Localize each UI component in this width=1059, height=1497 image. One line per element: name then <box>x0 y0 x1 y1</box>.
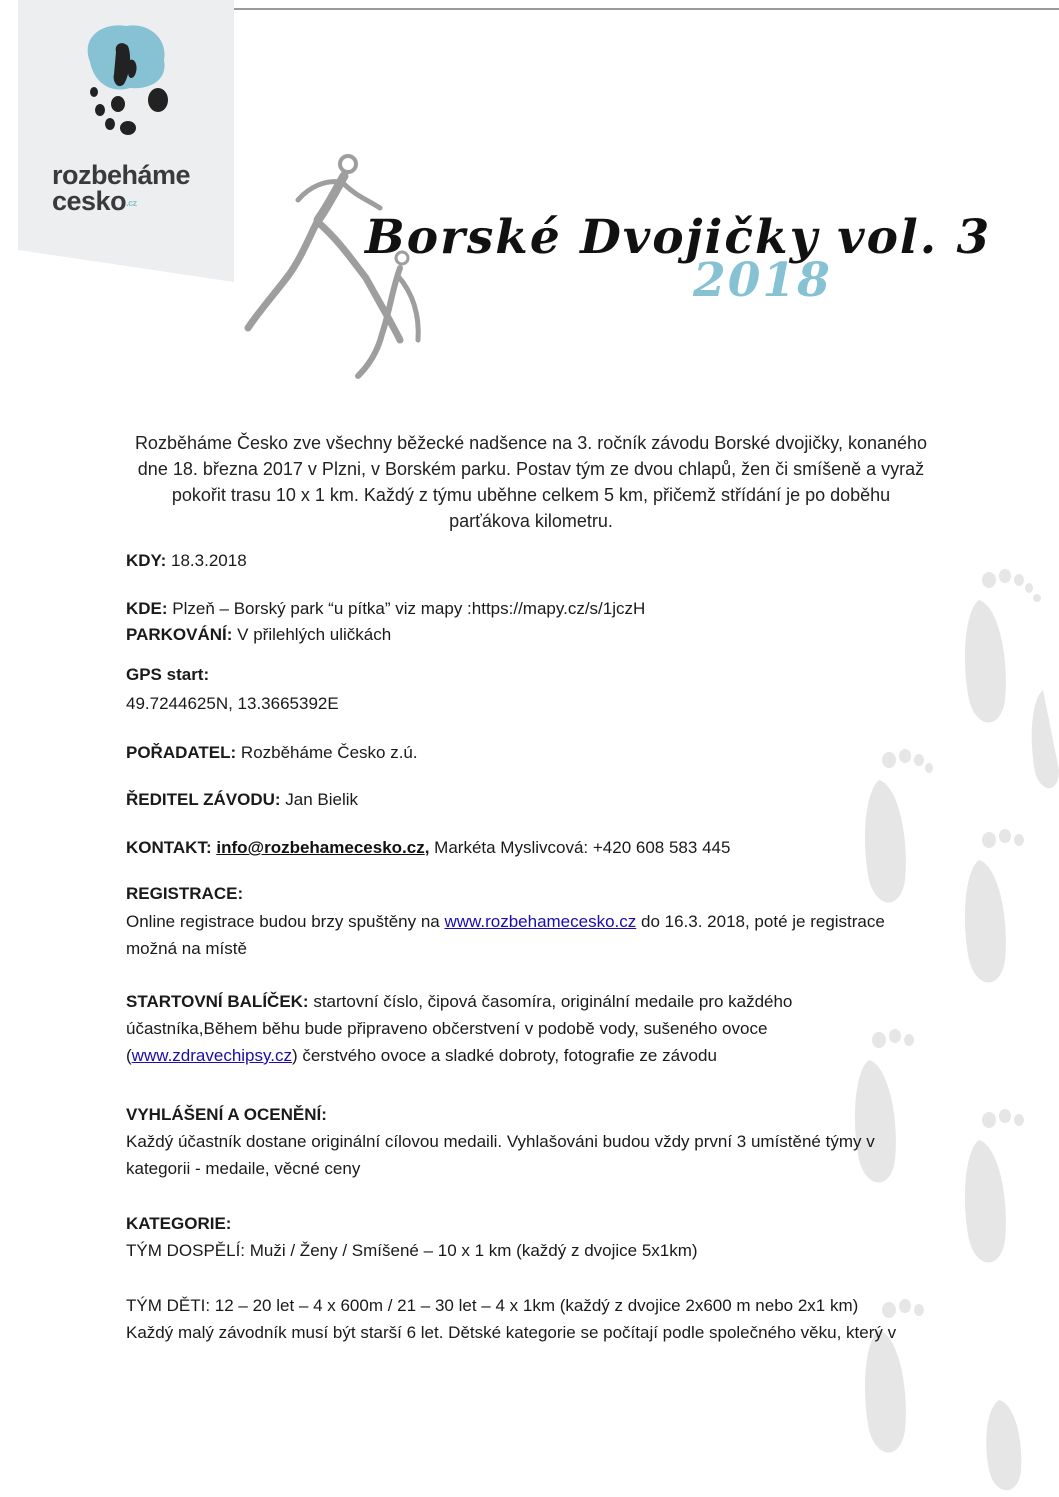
balicek-text: STARTOVNÍ BALÍČEK: startovní číslo, čipová časomíra, originální medaile pro každého účastníka,Během běhu bude připraveno občerstvení v podobě vody, sušeného ovoce (www.zdravechipsy.cz) čerstvého ovoce a sladké dobroty, fotografie ze závodu <box>126 992 793 1065</box>
registrace-link[interactable]: www.rozbehamecesko.cz <box>444 912 637 931</box>
kategorie-note: Každý malý závodník musí být starší 6 let. Dětské kategorie se počítají podle společného věku, který v <box>126 1323 897 1342</box>
gps-label: GPS start: <box>126 665 210 684</box>
kontakt-rest: Markéta Myslivcová: +420 608 583 445 <box>429 838 731 857</box>
kde-value: Plzeň – Borský park “u pítka” viz mapy :https://mapy.cz/s/1jczH <box>167 599 646 618</box>
registrace-text: Online registrace budou brzy spuštěny na www.rozbehamecesko.cz do 16.3. 2018, poté je registrace možná na místě <box>126 912 885 958</box>
kdy-line <box>126 548 247 574</box>
reditel-line <box>126 787 358 813</box>
parkovani-value: V přilehlých uličkách <box>232 625 392 644</box>
logo-line2: cesko <box>52 186 127 216</box>
runner-silhouette-icon <box>240 150 440 390</box>
footprints-watermark-icon <box>829 540 1059 1497</box>
top-rule <box>232 8 1059 10</box>
logo-graphic <box>18 0 234 282</box>
logo-line1: rozbeháme <box>52 160 191 190</box>
kde-label: KDE: <box>126 599 168 618</box>
reditel-label: ŘEDITEL ZÁVODU: <box>126 790 281 809</box>
kategorie-deti: TÝM DĚTI: 12 – 20 let – 4 x 600m / 21 – 30 let – 4 x 1km (každý z dvojice 2x600 m nebo 2x1 km) <box>126 1296 859 1315</box>
kdy-label: KDY: <box>126 551 167 570</box>
logo-wordmark <box>52 162 222 216</box>
logo <box>18 0 234 282</box>
parkovani-label: PARKOVÁNÍ: <box>126 625 233 644</box>
vyhlaseni-label-line <box>126 1102 327 1128</box>
kategorie-dospeli: TÝM DOSPĚLÍ: Muži / Ženy / Smíšené – 10 x 1 km (každý z dvojice 5x1km) <box>126 1241 698 1260</box>
kde-line <box>126 596 645 622</box>
registrace-label-line <box>126 881 243 907</box>
intro-paragraph: Rozběháme Česko zve všechny běžecké nadšence na 3. ročník závodu Borské dvojičky, konaného dne 18. března 2017 v Plzni, v Borském parku. Postav tým ze dvou chlapů, žen či smíšeně a vyraž pokořit trasu 10 x 1 km. Každý z týmu uběhne celkem 5 km, přičemž střídání je po doběhu parťákova kilometru. <box>134 433 928 531</box>
kdy-value: 18.3.2018 <box>166 551 247 570</box>
registrace-label: REGISTRACE: <box>126 884 244 903</box>
page-year: 2018 <box>693 253 832 308</box>
zdravechipsy-link[interactable]: www.zdravechipsy.cz <box>131 1046 292 1065</box>
logo-suffix: .cz <box>126 197 137 208</box>
poradatel-line <box>126 740 418 766</box>
vyhlaseni-label: VYHLÁŠENÍ A OCENĚNÍ: <box>126 1105 327 1124</box>
gps-value: 49.7244625N, 13.3665392E <box>126 694 339 713</box>
poradatel-value: Rozběháme Česko z.ú. <box>236 743 418 762</box>
parkovani-line <box>126 622 391 648</box>
kontakt-email-link[interactable]: info@rozbehamecesko.cz <box>216 838 425 857</box>
vyhlaseni-text: Každý účastník dostane originální cílovou medaili. Vyhlašováni budou vždy první 3 umístěné týmy v kategorii - medaile, věcné ceny <box>126 1132 875 1178</box>
page-title: Borské Dvojičky vol. 3 <box>365 210 992 265</box>
poradatel-label: POŘADATEL: <box>126 743 237 762</box>
kontakt-label: KONTAKT: <box>126 838 212 857</box>
balicek-label: STARTOVNÍ BALÍČEK: <box>126 992 309 1011</box>
kontakt-line: KONTAKT: info@rozbehamecesko.cz, Markéta Myslivcová: +420 608 583 445 <box>126 838 731 857</box>
gps-label-line <box>126 662 209 688</box>
reditel-value: Jan Bielik <box>280 790 359 809</box>
kategorie-label-line <box>126 1211 231 1237</box>
kategorie-label: KATEGORIE: <box>126 1214 232 1233</box>
